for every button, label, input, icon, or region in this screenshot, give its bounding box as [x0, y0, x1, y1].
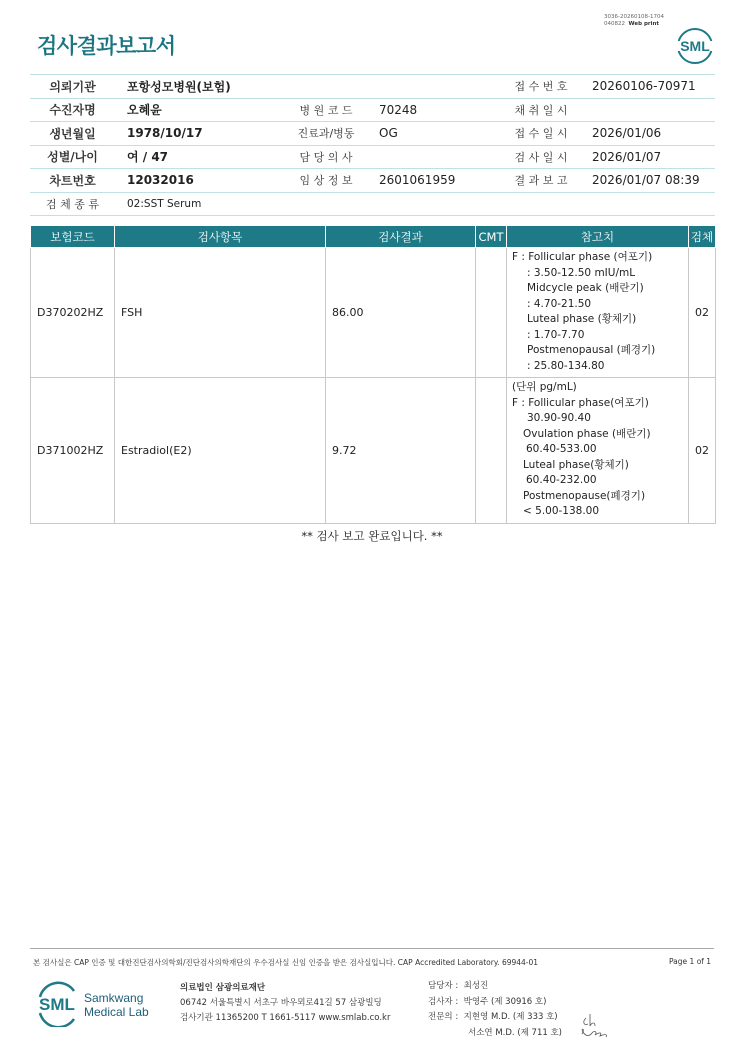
results-header-row [31, 226, 716, 248]
svg-text:SML: SML [39, 995, 75, 1014]
ref-line: 60.40-533.00 [526, 443, 597, 455]
staff-info [428, 979, 562, 1041]
patient-label: 수진자명 [30, 98, 115, 122]
clinical-label: 임 상 정 보 [285, 169, 367, 193]
results-table [30, 226, 716, 524]
header-cmt: CMT [476, 226, 507, 248]
specimen-type-value: 02:SST Serum [115, 192, 715, 216]
specimen-code: 02 [689, 248, 716, 378]
request-org-value: 포항성모병원(보험) [115, 75, 502, 99]
specimen-type-label: 검 체 종 류 [30, 192, 115, 216]
clinical-value: 2601061959 [367, 169, 502, 193]
header-specimen: 검체 [689, 226, 716, 248]
signature-image [578, 1010, 612, 1044]
accreditation-note: 본 검사실은 CAP 인증 및 대한진단검사의학회/진단검사의학재단의 우수검사실 신임 인증을 받은 검사실입니다. CAP Accredited Laboratory. 69944-01 [33, 958, 539, 967]
request-org-label: 의뢰기관 [30, 75, 115, 99]
collect-date-label: 채 취 일 시 [502, 98, 580, 122]
completion-message: ** 검사 보고 완료입니다. ** [301, 529, 443, 543]
sml-logo [676, 27, 714, 69]
table-row [31, 248, 716, 378]
patient-value: 오혜윤 [115, 98, 285, 122]
ref-line: : 3.50-12.50 mIU/mL [527, 266, 636, 279]
test-result: 86.00 [326, 248, 476, 378]
cmt-cell [476, 248, 507, 378]
receipt-date-value: 2026/01/06 [580, 122, 715, 146]
ref-line: : 1.70-7.70 [527, 328, 585, 341]
doctor-value [367, 145, 502, 169]
header-test-name: 검사항목 [115, 226, 326, 248]
reference-range [507, 248, 689, 378]
organization-info [180, 981, 390, 1026]
ref-line: 30.90-90.40 [527, 412, 591, 424]
svg-text:Medical Lab: Medical Lab [84, 1005, 149, 1019]
org-name: 의료법인 삼광의료재단 [180, 983, 266, 993]
print-info [604, 14, 664, 28]
footer-divider [30, 948, 714, 949]
collect-date-value [580, 98, 715, 122]
chart-no-value: 12032016 [115, 169, 285, 193]
staff-line: 서소연 M.D. (제 711 호) [468, 1027, 563, 1038]
ref-line: Ovulation phase (배란기) [523, 427, 651, 440]
ref-line: : 25.80-134.80 [527, 359, 605, 372]
test-name: Estradiol(E2) [115, 378, 326, 524]
ref-line: Luteal phase (황체기) [527, 313, 637, 325]
hospital-code-value: 70248 [367, 98, 502, 122]
ref-line: 60.40-232.00 [526, 474, 597, 486]
test-date-value: 2026/01/07 [580, 145, 715, 169]
info-row [30, 98, 715, 122]
test-date-label: 검 사 일 시 [502, 145, 580, 169]
dept-value: OG [367, 122, 502, 146]
hospital-code-label: 병 원 코 드 [285, 98, 367, 122]
ref-line: Luteal phase(황체기) [523, 458, 629, 471]
ref-line: F : Follicular phase (여포기) [512, 251, 653, 263]
reference-range [507, 378, 689, 524]
birth-label: 생년월일 [30, 122, 115, 146]
ref-line: (단위 pg/mL) [512, 381, 577, 393]
test-name: FSH [115, 248, 326, 378]
org-contact: 검사기관 11365200 T 1661-5117 www.smlab.co.kr [180, 1013, 391, 1023]
receipt-no-value: 20260106-70971 [580, 75, 715, 99]
ref-line: < 5.00-138.00 [523, 505, 600, 517]
ref-line: Midcycle peak (배란기) [527, 282, 644, 294]
sex-age-value: 여 / 47 [115, 145, 285, 169]
receipt-date-label: 접 수 일 시 [502, 122, 580, 146]
samkwang-logo [36, 981, 166, 1031]
doctor-label: 담 당 의 사 [285, 145, 367, 169]
ref-line: : 4.70-21.50 [527, 297, 592, 310]
info-row [30, 122, 715, 146]
birth-value: 1978/10/17 [115, 122, 285, 146]
insurance-code: D370202HZ [31, 248, 115, 378]
chart-no-label: 차트번호 [30, 169, 115, 193]
patient-info-table [30, 74, 715, 216]
dept-label: 진료과/병동 [285, 122, 367, 146]
info-row [30, 192, 715, 216]
table-row [31, 378, 716, 524]
report-date-label: 결 과 보 고 [502, 169, 580, 193]
insurance-code: D371002HZ [31, 378, 115, 524]
staff-line: 담당자 : 최성진 [428, 981, 489, 991]
receipt-no-label: 접 수 번 호 [502, 75, 580, 99]
header-result: 검사결과 [326, 226, 476, 248]
ref-line: Postmenopausal (폐경기) [527, 344, 656, 356]
report-title: 검사결과보고서 [37, 34, 176, 58]
header-reference: 참고치 [507, 226, 689, 248]
svg-text:SML: SML [680, 38, 710, 54]
ref-line: F : Follicular phase(여포기) [512, 396, 649, 409]
print-id: 3036-20260108-1704 [604, 14, 664, 20]
specimen-code: 02 [689, 378, 716, 524]
org-address: 06742 서울특별시 서초구 바우뫼로41길 57 삼광빌딩 [180, 998, 382, 1008]
header-code: 보험코드 [31, 226, 115, 248]
ref-line: Postmenopause(폐경기) [523, 489, 646, 502]
svg-text:Samkwang: Samkwang [84, 991, 144, 1005]
page-number: Page 1 of 1 [669, 957, 712, 966]
info-row [30, 145, 715, 169]
info-row [30, 75, 715, 99]
print-mode: 040822 Web print [604, 21, 660, 27]
cmt-cell [476, 378, 507, 524]
test-result: 9.72 [326, 378, 476, 524]
staff-line: 전문의 : 지현영 M.D. (제 333 호) [428, 1012, 558, 1022]
staff-line: 검사자 : 박영주 (제 30916 호) [428, 996, 547, 1007]
report-date-value: 2026/01/07 08:39 [580, 169, 715, 193]
sex-age-label: 성별/나이 [30, 145, 115, 169]
info-row [30, 169, 715, 193]
